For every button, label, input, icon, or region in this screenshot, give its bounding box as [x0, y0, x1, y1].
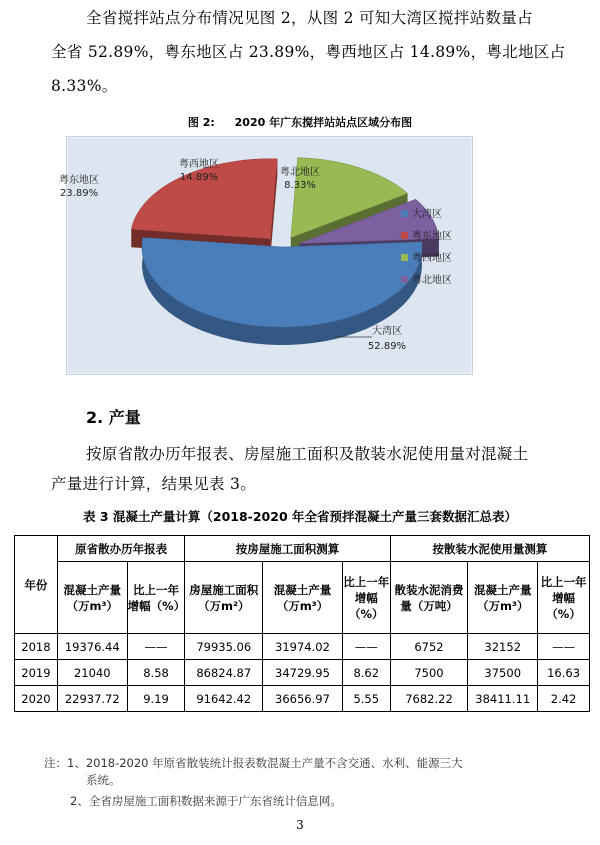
table-cell: 16.63 — [538, 660, 590, 686]
table-cell: —— — [127, 634, 185, 660]
legend-label: 粤北地区 — [412, 275, 452, 286]
figure-title — [0, 114, 600, 130]
table-cell: 91642.42 — [185, 686, 263, 712]
table-cell: 34729.95 — [263, 660, 343, 686]
table-cell: 79935.06 — [185, 634, 263, 660]
pie-value-label: 14.89% — [179, 172, 219, 183]
pie-label: 粤北地区 — [280, 167, 320, 178]
column-header: 比上一年增幅（%） — [342, 562, 390, 634]
column-header: 房屋施工面积（万m²） — [185, 562, 263, 634]
section-title: 2. 产量 — [86, 408, 141, 427]
table-cell: 21040 — [57, 660, 127, 686]
group-header: 原省散办历年报表 — [57, 536, 185, 562]
table-title: 表 3 混凝土产量计算（2018-2020 年全省预拌混凝土产量三套数据汇总表） — [82, 509, 518, 524]
table-cell: 2.42 — [538, 686, 590, 712]
table-row — [15, 686, 590, 712]
intro-line-1: 全省搅拌站点分布情况见图 2，从图 2 可知大湾区搅拌站数量占 — [86, 9, 533, 27]
legend-swatch — [401, 232, 408, 239]
page-number: 3 — [296, 818, 304, 832]
figure-caption: 2020 年广东搅拌站站点区域分布图 — [234, 116, 413, 129]
legend-swatch — [401, 254, 408, 261]
intro-line-2: 全省 52.89%，粤东地区占 23.89%，粤西地区占 14.89%，粤北地区占 — [51, 43, 566, 61]
section-para-line-2: 产量进行计算，结果见表 3。 — [51, 475, 256, 493]
intro-line-3: 8.33%。 — [51, 77, 118, 95]
table-cell: 5.55 — [342, 686, 390, 712]
pie-chart — [59, 136, 473, 375]
table-cell: 2020 — [15, 686, 58, 712]
year-header: 年份 — [15, 536, 58, 634]
table-cell: 9.19 — [127, 686, 185, 712]
data-table — [14, 535, 590, 712]
table-cell: 7682.22 — [390, 686, 468, 712]
note-line-3: 2、全省房屋施工面积数据来源于广东省统计信息网。 — [70, 794, 342, 808]
pie-slice — [131, 159, 277, 239]
column-header: 混凝土产量（万m³） — [57, 562, 127, 634]
legend-label: 粤东地区 — [412, 231, 452, 242]
table-row — [15, 634, 590, 660]
pie-value-label: 23.89% — [59, 188, 99, 199]
legend-swatch — [401, 276, 408, 283]
table-cell: 7500 — [390, 660, 468, 686]
figure-number: 图 2: — [187, 116, 215, 129]
legend-label: 粤西地区 — [412, 253, 452, 264]
section-para-line-1: 按原省散办历年报表、房屋施工面积及散装水泥使用量对混凝土 — [86, 445, 529, 463]
group-header: 按房屋施工面积测算 — [185, 536, 390, 562]
table-cell: 8.62 — [342, 660, 390, 686]
table-cell: —— — [342, 634, 390, 660]
column-header: 比上一年增幅（%） — [127, 562, 185, 634]
note-line-1: 注：1、2018-2020 年原省散装统计报表数混凝土产量不含交通、水利、能源三大 — [44, 756, 463, 770]
table-cell: 2019 — [15, 660, 58, 686]
table-cell: 32152 — [468, 634, 538, 660]
legend-swatch — [401, 210, 408, 217]
pie-label: 粤西地区 — [179, 159, 219, 170]
column-header: 比上一年增幅（%） — [538, 562, 590, 634]
table-cell: 6752 — [390, 634, 468, 660]
column-header: 混凝土产量（万m³） — [263, 562, 343, 634]
table-cell: 19376.44 — [57, 634, 127, 660]
table-cell: 36656.97 — [263, 686, 343, 712]
note-line-2: 系统。 — [86, 773, 121, 787]
pie-label: 大湾区 — [372, 326, 402, 337]
pie-value-label: 52.89% — [367, 341, 407, 352]
table-cell: 31974.02 — [263, 634, 343, 660]
pie-value-label: 8.33% — [284, 180, 316, 191]
table-row — [15, 660, 590, 686]
group-header: 按散装水泥使用量测算 — [390, 536, 589, 562]
table-cell: 22937.72 — [57, 686, 127, 712]
pie-chart-svg — [59, 137, 472, 374]
table-cell: 38411.11 — [468, 686, 538, 712]
table-cell: 86824.87 — [185, 660, 263, 686]
column-header: 散装水泥消费量（万吨） — [390, 562, 468, 634]
table-cell: 37500 — [468, 660, 538, 686]
legend-label: 大湾区 — [412, 209, 442, 220]
table-cell: 2018 — [15, 634, 58, 660]
table-cell: —— — [538, 634, 590, 660]
table-cell: 8.58 — [127, 660, 185, 686]
column-header: 混凝土产量（万m³） — [468, 562, 538, 634]
pie-label: 粤东地区 — [59, 175, 99, 186]
